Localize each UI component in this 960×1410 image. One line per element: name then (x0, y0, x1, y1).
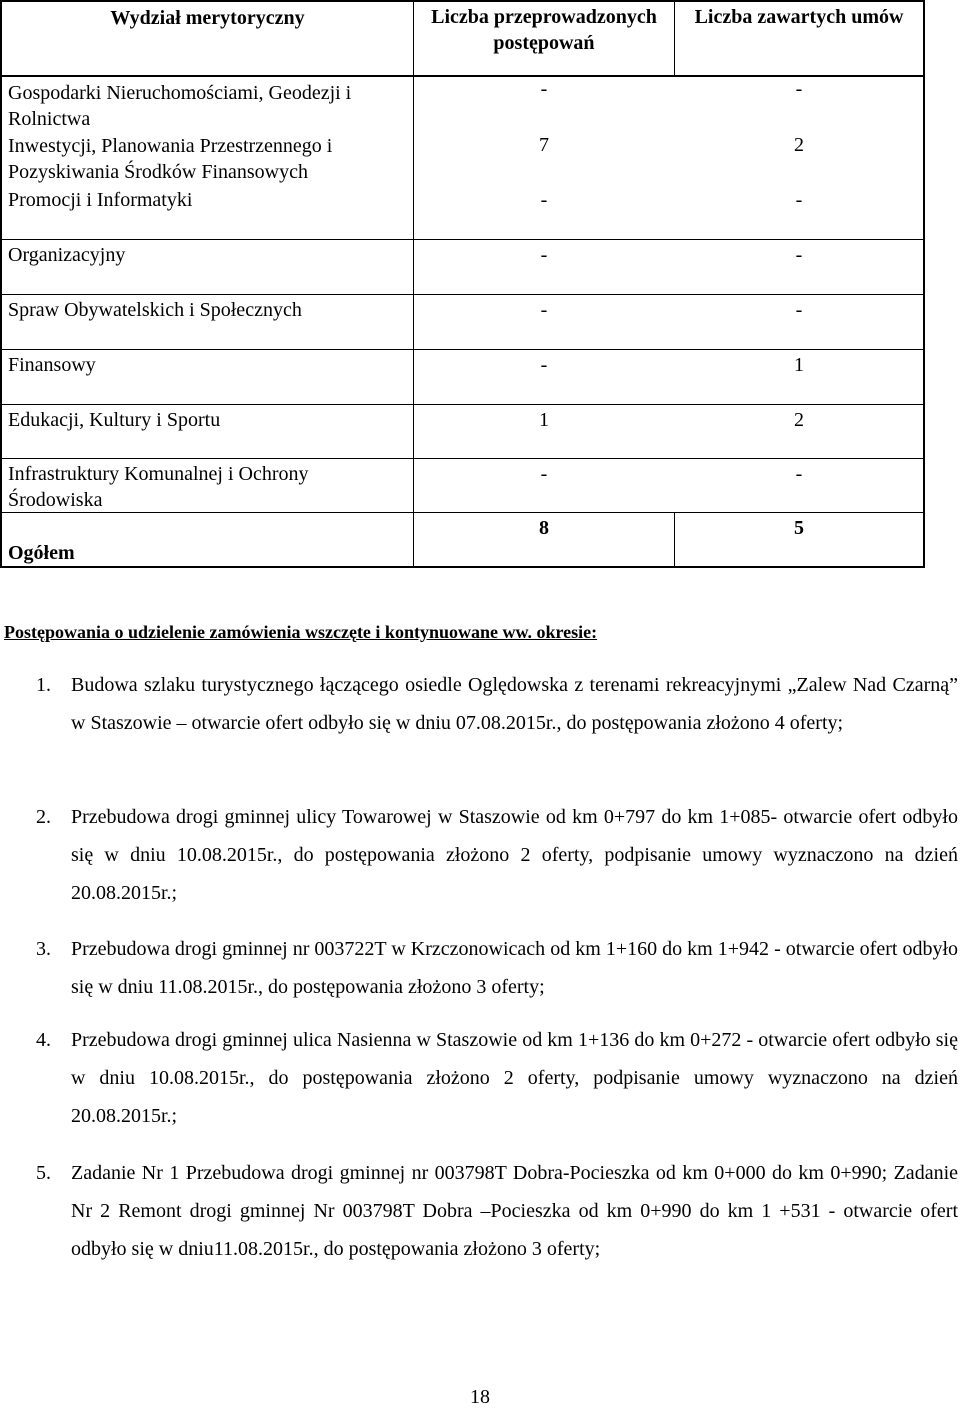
row-divider (0, 239, 414, 240)
row-divider (0, 458, 414, 459)
list-item-number: 5. (36, 1162, 51, 1184)
table-row-proceedings: - (540, 244, 548, 266)
table-row-contracts: 2 (794, 409, 804, 431)
row-divider (0, 294, 414, 295)
table-row-dept: Gospodarki Nieruchomościami, Geodezji i Rolnictwa (8, 82, 352, 130)
table-row-contracts: - (795, 244, 803, 266)
list-item (0, 1154, 958, 1270)
row-divider (413, 239, 925, 240)
header-proceedings-count: Liczba przeprowadzonych postępowań (431, 6, 657, 54)
table-row-contracts: 2 (794, 134, 804, 156)
table-border-right (923, 0, 925, 568)
list-item-text: Budowa szlaku turystycznego łączącego osiedle Oględowska z terenami rekreacyjnymi „Zalew Nad Czarną” w Staszowie – otwarcie ofert odbyło się w dniu 07.08.2015r., do postępowania złożono 4 oferty; (71, 674, 958, 734)
summary-table (0, 0, 960, 570)
row-divider (0, 349, 414, 350)
page-number: 18 (470, 1386, 490, 1408)
list-item (0, 666, 958, 782)
table-row-proceedings: 1 (539, 409, 549, 431)
table-total-proceedings: 8 (539, 517, 549, 539)
list-item (0, 930, 958, 1008)
table-row-dept: Infrastruktury Komunalnej i Ochrony Środowiska (8, 463, 309, 511)
table-row-contracts: - (795, 189, 803, 211)
table-row-proceedings: - (540, 463, 548, 485)
row-divider (413, 294, 925, 295)
table-row-proceedings: - (540, 189, 548, 211)
table-row-dept: Finansowy (8, 354, 96, 376)
list-item-text: Przebudowa drogi gminnej ulica Nasienna w Staszowie od km 1+136 do km 0+272 - otwarcie ofert odbyło się w dniu 10.08.2015r., do postępowania złożono 2 oferty, podpisanie umowy wyznaczono na dzień 20.08.2015r.; (71, 1029, 958, 1127)
table-row-contracts: 1 (794, 354, 804, 376)
table-total-label: Ogółem (8, 542, 75, 564)
table-row-dept: Promocji i Informatyki (8, 189, 193, 211)
table-row-dept: Edukacji, Kultury i Sportu (8, 409, 221, 431)
row-divider (413, 458, 925, 459)
list-item-number: 1. (36, 674, 51, 696)
list-item (0, 798, 958, 914)
table-border-left (0, 0, 2, 568)
table-row-contracts: - (795, 299, 803, 321)
table-row-dept: Organizacyjny (8, 244, 126, 266)
list-item-number: 3. (36, 938, 51, 960)
table-row-contracts: - (795, 463, 803, 485)
header-contracts-count: Liczba zawartych umów (694, 6, 904, 28)
table-total-contracts: 5 (794, 517, 804, 539)
row-divider (413, 349, 925, 350)
list-item (0, 1021, 958, 1137)
table-border-top (0, 0, 925, 2)
table-row-contracts: - (795, 78, 803, 100)
list-item-text: Przebudowa drogi gminnej ulicy Towarowej w Staszowie od km 0+797 do km 1+085- otwarcie ofert odbyło się w dniu 10.08.2015r., do postępowania złożono 2 oferty, podpisanie umowy wyznaczono na dzień 20.08.2015r.; (71, 806, 958, 904)
header-department: Wydział merytoryczny (110, 7, 305, 29)
table-row-proceedings: - (540, 78, 548, 100)
table-border-bottom (0, 566, 925, 568)
row-divider (413, 404, 925, 405)
row-divider (413, 512, 925, 513)
table-row-dept: Spraw Obywatelskich i Społecznych (8, 299, 302, 321)
table-row-proceedings: - (540, 299, 548, 321)
list-item-text: Przebudowa drogi gminnej nr 003722T w Krzczonowicach od km 1+160 do km 1+942 - otwarcie ofert odbyło się w dniu 11.08.2015r., do postępowania złożono 3 oferty; (71, 938, 958, 998)
list-item-text: Zadanie Nr 1 Przebudowa drogi gminnej nr 003798T Dobra-Pocieszka od km 0+000 do km 0+990; Zadanie Nr 2 Remont drogi gminnej Nr 003798T Dobra –Pocieszka od km 0+990 do km 1 +531 - otwarcie ofert odbyło się w dniu11.08.2015r., do postępowania złożono 3 oferty; (71, 1162, 958, 1260)
table-row-dept: Inwestycji, Planowania Przestrzennego i Pozyskiwania Środków Finansowych (8, 135, 333, 183)
table-row-proceedings: 7 (539, 134, 549, 156)
list-item-number: 4. (36, 1029, 51, 1051)
table-row-proceedings: - (540, 354, 548, 376)
row-divider (0, 404, 414, 405)
list-item-number: 2. (36, 806, 51, 828)
section-heading: Postępowania o udzielenie zamówienia wszczęte i kontynuowane ww. okresie: (4, 622, 598, 642)
